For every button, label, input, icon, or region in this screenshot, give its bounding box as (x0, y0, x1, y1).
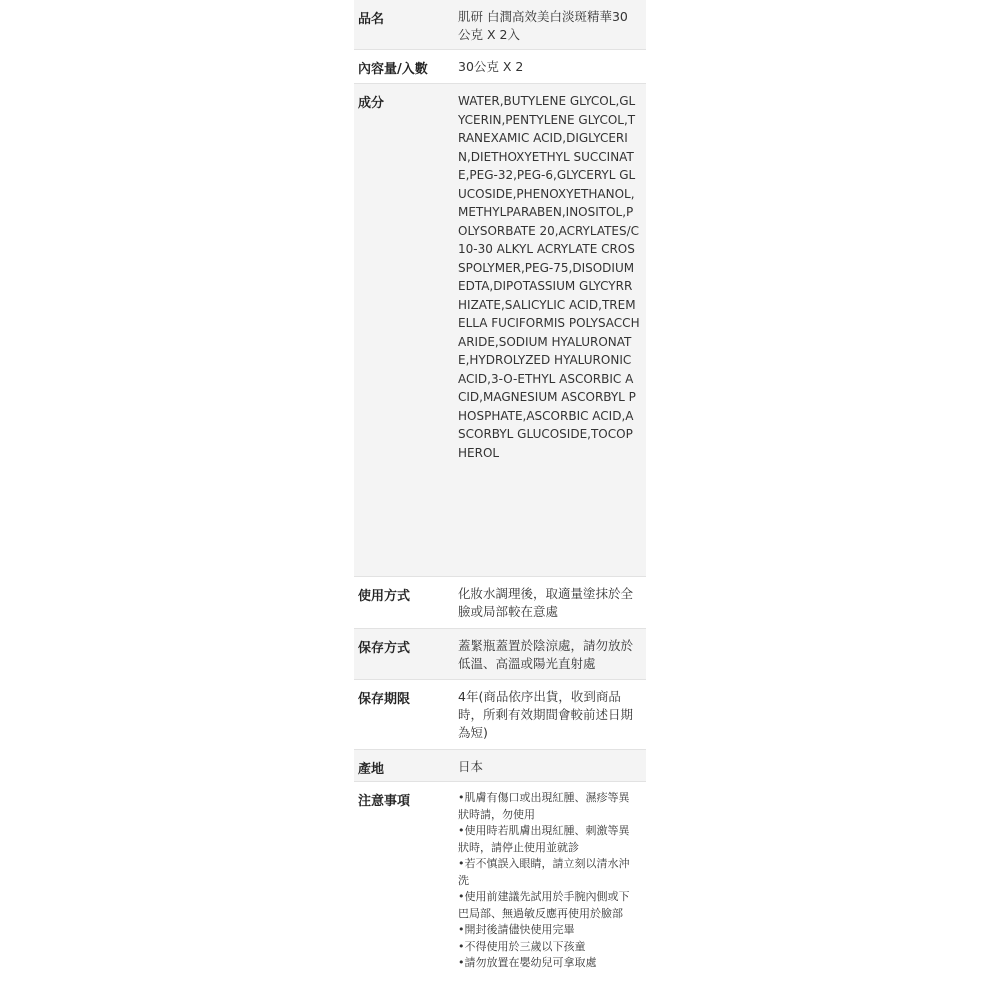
spec-label-product-name: 品名 (358, 12, 385, 27)
spec-label-quantity: 內容量/入數 (358, 62, 428, 77)
spec-row-ingredients (354, 84, 646, 577)
precaution-item: •開封後請儘快使用完畢 (458, 923, 575, 936)
spec-label-shelf-life: 保存期限 (358, 692, 411, 707)
spec-value-precautions (458, 790, 646, 1000)
spec-row-shelf-life (354, 680, 646, 750)
spec-row-usage (354, 577, 646, 629)
product-spec-table (354, 0, 646, 1000)
spec-row-precautions (354, 782, 646, 1000)
spec-row-origin (354, 750, 646, 782)
spec-value-origin: 日本 (458, 759, 484, 774)
precaution-item: •使用時若肌膚出現紅腫、刺激等異狀時，請停止使用並就診 (458, 824, 630, 854)
spec-row-storage (354, 629, 646, 680)
spec-label-ingredients: 成分 (358, 96, 385, 111)
precaution-item: •肌膚有傷口或出現紅腫、濕疹等異狀時請，勿使用 (458, 791, 630, 821)
spec-label-usage: 使用方式 (358, 589, 411, 604)
spec-value-quantity: 30公克 X 2 (458, 59, 524, 74)
spec-row-product-name (354, 0, 646, 50)
precaution-item: •若不慎誤入眼睛，請立刻以清水沖洗 (458, 857, 630, 887)
spec-value-shelf-life: 4年(商品依序出貨，收到商品時，所剩有效期間會較前述日期為短) (458, 689, 634, 740)
precaution-item: •使用前建議先試用於手腕內側或下巴局部、無過敏反應再使用於臉部 (458, 890, 630, 920)
spec-value-ingredients: WATER,BUTYLENE GLYCOL,GLYCERIN,PENTYLENE GLYCOL,TRANEXAMIC ACID,DIGLYCERIN,DIETHOXYETHYL SUCCINATE,PEG-32,PEG-6,GLYCERYL GLUCOSIDE,PHENOXYETHANOL,METHYLPARABEN,INOSITOL,POLYSORBATE 20,ACRYLATES/C10-30 ALKYL ACRYLATE CROSSPOLYMER,PEG-75,DISODIUM EDTA,DIPOTASSIUM GLYCYRRHIZATE,SALICYLIC ACID,TREMELLA FUCIFORMIS POLYSACCHARIDE,SODIUM HYALURONATE,HYDROLYZED HYALURONIC ACID,3-O-ETHYL ASCORBIC ACID,MAGNESIUM ASCORBYL PHOSPHATE,ASCORBIC ACID,ASCORBYL GLUCOSIDE,TOCOPHEROL (458, 94, 640, 460)
spec-label-storage: 保存方式 (358, 641, 411, 656)
spec-label-origin: 產地 (358, 762, 385, 777)
spec-value-product-name: 肌研 白潤高效美白淡斑精華30公克 X 2入 (458, 9, 628, 42)
spec-value-usage: 化妝水調理後，取適量塗抹於全臉或局部較在意處 (458, 586, 634, 619)
spec-label-precautions: 注意事項 (358, 794, 411, 809)
spec-row-quantity (354, 50, 646, 84)
spec-value-storage: 蓋緊瓶蓋置於陰涼處，請勿放於低溫、高溫或陽光直射處 (458, 638, 634, 671)
precaution-item: •不得使用於三歲以下孩童 (458, 939, 586, 953)
precaution-item: •請勿放置在嬰幼兒可拿取處 (458, 956, 597, 969)
